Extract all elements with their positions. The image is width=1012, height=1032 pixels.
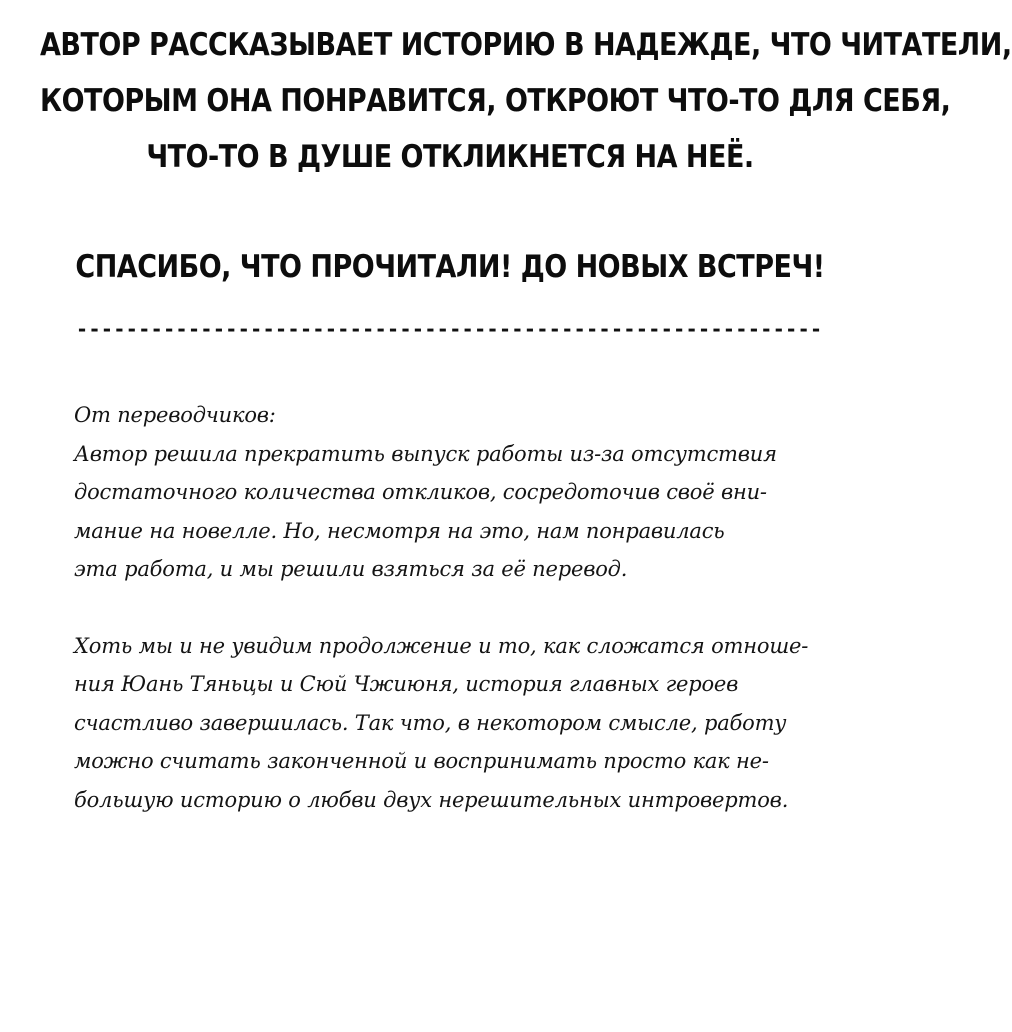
notes-paragraph-1-line: мание на новелле. Но, несмотря на это, нам понравилась [74,518,725,543]
dashed-divider: ------------------------------------------------------------ [76,317,823,341]
notes-paragraph-1-line: эта работа, и мы решили взяться за её перевод. [74,557,628,581]
author-message-line: КОТОРЫМ ОНА ПОНРАВИТСЯ, ОТКРОЮТ ЧТО-ТО ДЛЯ СЕБЯ, [40,83,951,120]
thanks-message: СПАСИБО, ЧТО ПРОЧИТАЛИ! ДО НОВЫХ ВСТРЕЧ! [75,249,825,286]
translator-notes-heading: От переводчиков: [74,403,276,427]
author-message-line: АВТОР РАССКАЗЫВАЕТ ИСТОРИЮ В НАДЕЖДЕ, ЧТО ЧИТАТЕЛИ, [40,27,1012,64]
author-message [40,18,1012,186]
notes-paragraph-2-line: счастливо завершилась. Так что, в некотором смысле, работу [74,710,787,735]
paragraph-spacer [74,589,834,627]
translator-notes [74,396,834,819]
author-message-line: ЧТО-ТО В ДУШЕ ОТКЛИКНЕТСЯ НА НЕЁ. [146,139,754,176]
notes-paragraph-1-line: Автор решила прекратить выпуск работы из-за отсутствия [74,441,777,466]
notes-paragraph-2-line: ния Юань Тяньцы и Сюй Чжиюня, история главных героев [74,672,739,696]
notes-paragraph-2-line: можно считать законченной и воспринимать просто как не- [74,749,769,773]
notes-paragraph-1-line: достаточного количества откликов, сосредоточив своё вни- [74,480,767,504]
notes-paragraph-2-line: большую историю о любви двух нерешительных интровертов. [74,787,789,812]
notes-paragraph-2-line: Хоть мы и не увидим продолжение и то, как сложатся отноше- [74,633,809,658]
